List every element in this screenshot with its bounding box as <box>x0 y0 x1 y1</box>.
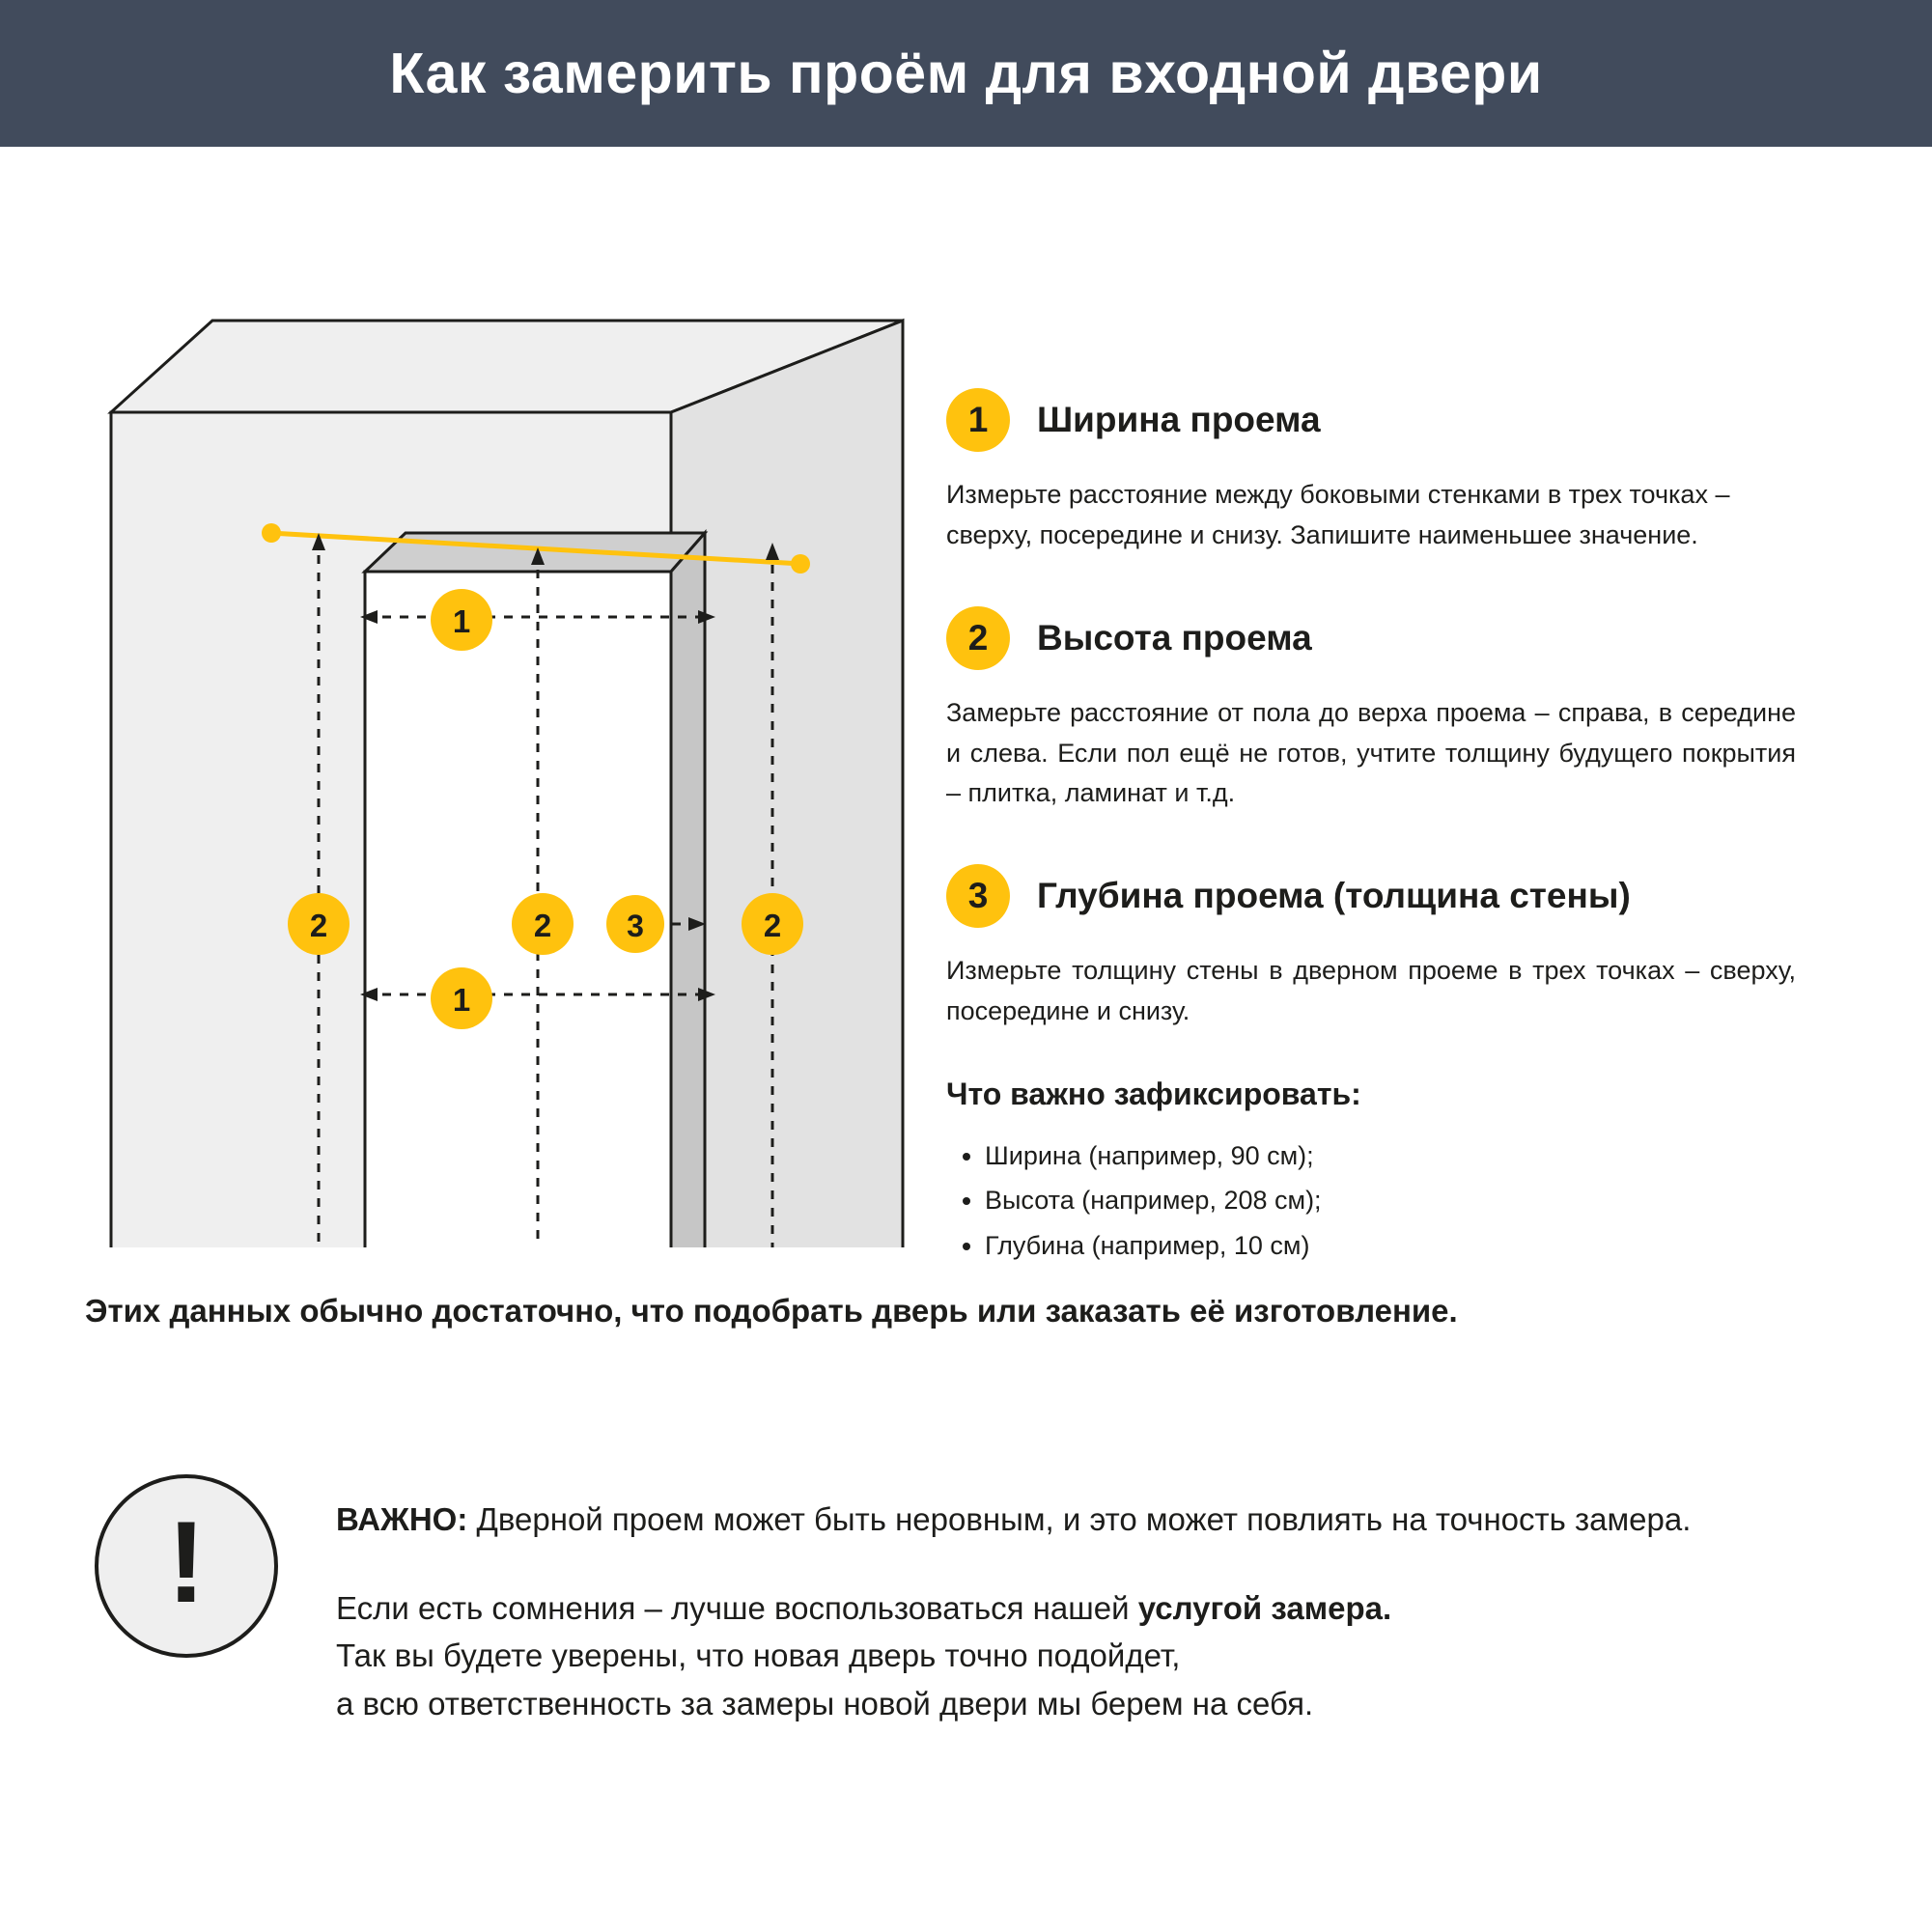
marker-height-center <box>512 893 574 955</box>
measurement-service-link[interactable]: услугой замера. <box>1137 1589 1392 1626</box>
svg-text:1: 1 <box>452 603 471 639</box>
step-depth-badge: 3 <box>946 864 1010 928</box>
step-depth <box>946 864 1912 1032</box>
main-content <box>0 147 1932 1268</box>
marker-height-right <box>742 893 803 955</box>
step-height-head <box>946 606 1912 670</box>
important-paragraph-2-part2: Так вы будете уверены, что новая дверь точно подойдет, <box>336 1637 1181 1674</box>
marker-height-left <box>288 893 350 955</box>
checklist <box>946 1077 1912 1268</box>
top-guide-dot-right <box>791 554 810 574</box>
step-width-title: Ширина проема <box>1037 400 1321 439</box>
steps-column <box>946 147 1912 1268</box>
svg-text:2: 2 <box>309 908 328 943</box>
page-title: Как замерить проём для входной двери <box>389 42 1543 105</box>
door-opening-diagram <box>0 147 946 1247</box>
important-note-text <box>336 1474 1691 1727</box>
important-paragraph-1 <box>336 1496 1691 1544</box>
step-depth-title: Глубина проема (толщина стены) <box>1037 876 1631 916</box>
important-paragraph-2 <box>336 1584 1691 1728</box>
step-height-badge: 2 <box>946 606 1010 670</box>
exclamation-icon <box>95 1474 278 1658</box>
step-depth-head <box>946 864 1912 928</box>
exclamation-glyph: ! <box>167 1497 206 1628</box>
checklist-items <box>946 1133 1912 1268</box>
list-item: • Глубина (например, 10 см) <box>985 1223 1912 1268</box>
important-paragraph-2-part1: Если есть сомнения – лучше воспользоваться нашей <box>336 1589 1138 1626</box>
svg-text:2: 2 <box>533 908 552 943</box>
svg-text:2: 2 <box>763 908 782 943</box>
important-label: ВАЖНО: <box>336 1501 468 1538</box>
important-note <box>0 1329 1932 1727</box>
marker-depth <box>606 895 664 953</box>
opening-top-reveal <box>365 533 705 572</box>
checklist-title: Что важно зафиксировать: <box>946 1076 1361 1111</box>
step-height <box>946 606 1912 815</box>
step-width-text: Измерьте расстояние между боковыми стенками в трех точках – сверху, посередине и снизу. Запишите наименьшее значение. <box>946 480 1730 549</box>
list-item: • Ширина (например, 90 см); <box>985 1133 1912 1178</box>
page-header <box>0 0 1932 147</box>
summary-text: Этих данных обычно достаточно, что подобрать дверь или заказать её изготовление. <box>85 1293 1458 1329</box>
diagram-svg <box>0 147 946 1247</box>
list-item: • Высота (например, 208 см); <box>985 1178 1912 1222</box>
marker-width-middle <box>431 967 492 1029</box>
important-paragraph-1-rest: Дверной проем может быть неровным, и это может повлиять на точность замера. <box>467 1501 1692 1538</box>
step-width <box>946 388 1912 556</box>
marker-width-top <box>431 589 492 651</box>
important-paragraph-2-part3: а всю ответственность за замеры новой двери мы берем на себя. <box>336 1685 1314 1721</box>
step-height-text: Замерьте расстояние от пола до верха проема – справа, в середине и слева. Если пол ещё не готов, учтите толщину будущего покрытия – плитка, ламинат и т.д. <box>946 697 1796 808</box>
step-width-head <box>946 388 1912 452</box>
top-guide-dot-left <box>262 523 281 543</box>
step-depth-text: Измерьте толщину стены в дверном проеме в трех точках – сверху, посередине и снизу. <box>946 956 1796 1026</box>
svg-text:1: 1 <box>452 982 471 1018</box>
step-width-badge: 1 <box>946 388 1010 452</box>
svg-text:3: 3 <box>627 909 644 943</box>
opening-right-jamb <box>671 533 705 1247</box>
step-height-title: Высота проема <box>1037 617 1312 658</box>
